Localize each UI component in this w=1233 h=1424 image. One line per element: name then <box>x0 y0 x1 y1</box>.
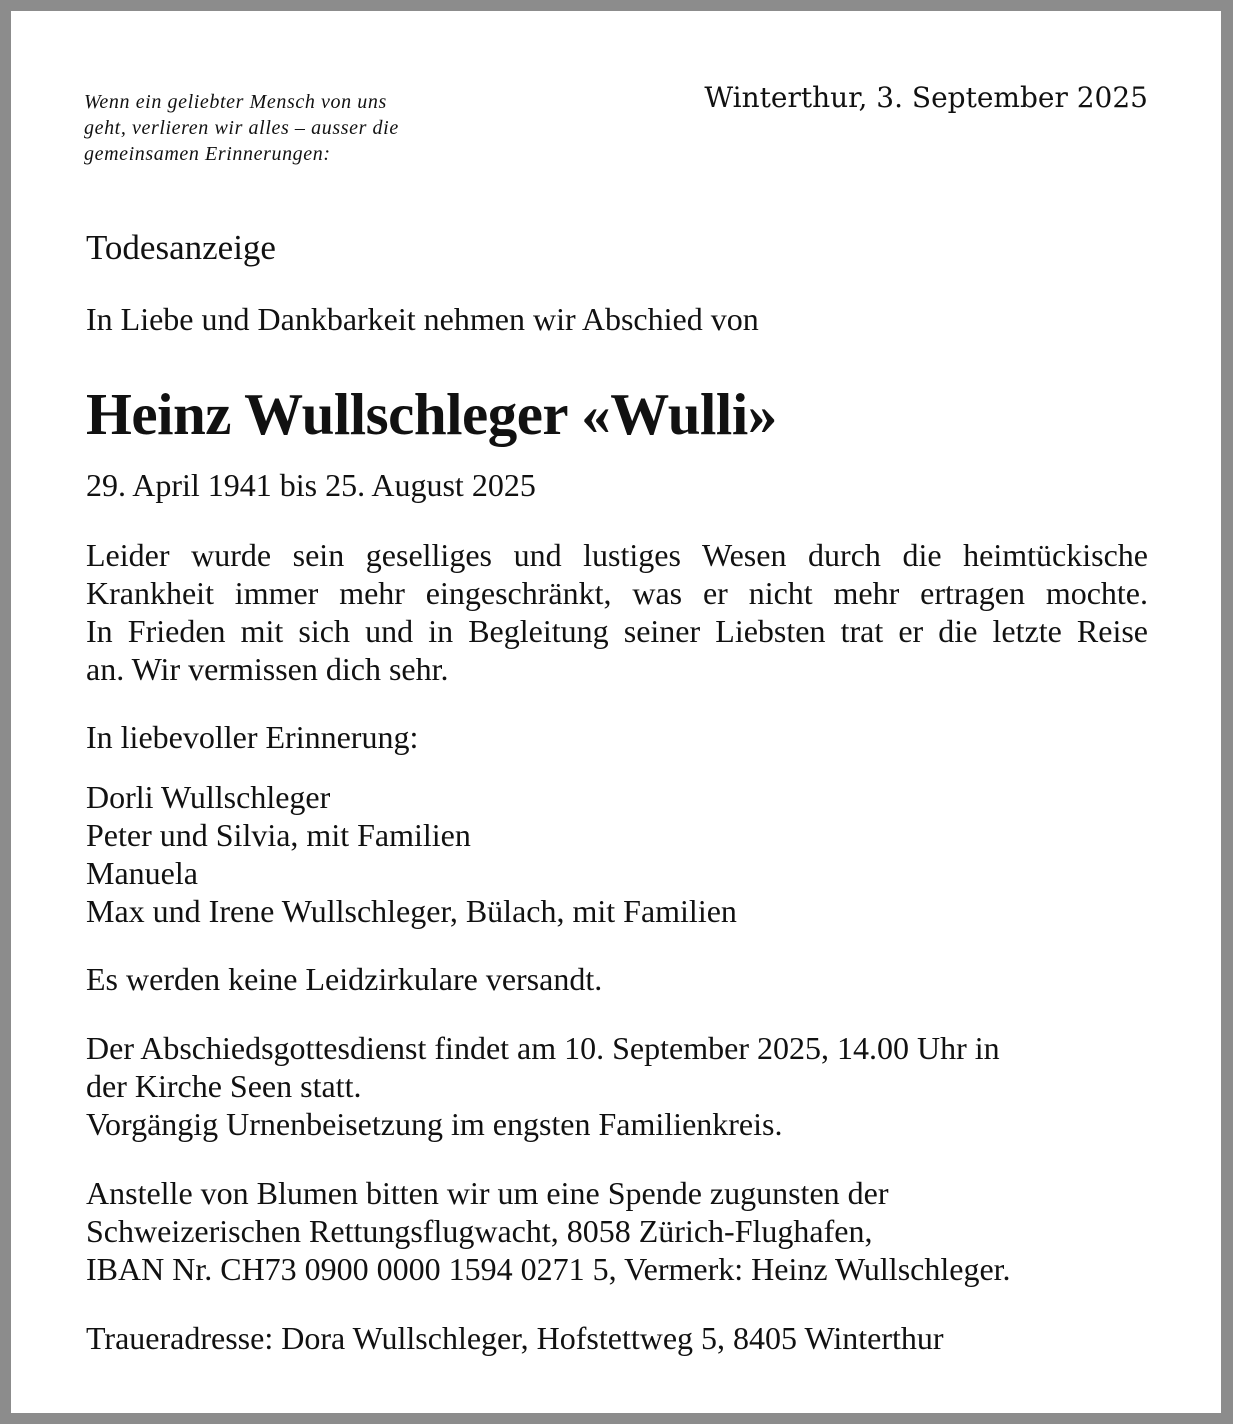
service-line: Der Abschiedsgottesdienst findet am 10. September 2025, 14.00 Uhr in <box>86 1030 1000 1066</box>
obituary-line: In Frieden mit sich und in Begleitung seiner Liebsten trat er die letzte Reise <box>86 613 1148 649</box>
mourner-entry: Manuela <box>86 855 198 891</box>
memory-label: In liebevoller Erinnerung: <box>86 719 419 755</box>
motto-line: gemeinsamen Erinnerungen: <box>84 143 331 165</box>
service-info <box>86 1029 1148 1143</box>
mourners-list <box>86 778 1148 930</box>
deceased-name: Heinz Wullschleger «Wulli» <box>86 381 777 447</box>
motto-line: Wenn ein geliebter Mensch von uns <box>84 91 387 113</box>
motto-line: geht, verlieren wir alles – ausser die <box>84 117 399 139</box>
motto-quote <box>84 89 464 167</box>
life-dates: 29. April 1941 bis 25. August 2025 <box>86 467 536 503</box>
service-line: der Kirche Seen statt. <box>86 1068 362 1104</box>
notice-heading: Todesanzeige <box>86 228 276 267</box>
obituary-line: Leider wurde sein geselliges und lustiges Wesen durch die heimtückische <box>86 537 1148 573</box>
intro-text: In Liebe und Dankbarkeit nehmen wir Abschied von <box>86 301 759 337</box>
obituary-line: an. Wir vermissen dich sehr. <box>86 651 449 687</box>
donation-line: Anstelle von Blumen bitten wir um eine Spende zugunsten der <box>86 1175 889 1211</box>
death-notice-document <box>11 11 1221 1413</box>
obituary-line: Krankheit immer mehr eingeschränkt, was er nicht mehr ertragen mochte. <box>86 575 1148 611</box>
mourner-entry: Peter und Silvia, mit Familien <box>86 817 471 853</box>
service-line: Vorgängig Urnenbeisetzung im engsten Familienkreis. <box>86 1106 783 1142</box>
mourning-address: Traueradresse: Dora Wullschleger, Hofstettweg 5, 8405 Winterthur <box>86 1320 944 1356</box>
donation-info <box>86 1174 1148 1288</box>
place-and-date: Winterthur, 3. September 2025 <box>704 81 1148 114</box>
obituary-paragraph <box>86 536 1148 688</box>
donation-line: Schweizerischen Rettungsflugwacht, 8058 Zürich-Flughafen, <box>86 1213 873 1249</box>
donation-line: IBAN Nr. CH73 0900 0000 1594 0271 5, Vermerk: Heinz Wullschleger. <box>86 1251 1011 1287</box>
circular-notice: Es werden keine Leidzirkulare versandt. <box>86 961 603 997</box>
mourner-entry: Dorli Wullschleger <box>86 779 331 815</box>
mourner-entry: Max und Irene Wullschleger, Bülach, mit Familien <box>86 893 737 929</box>
